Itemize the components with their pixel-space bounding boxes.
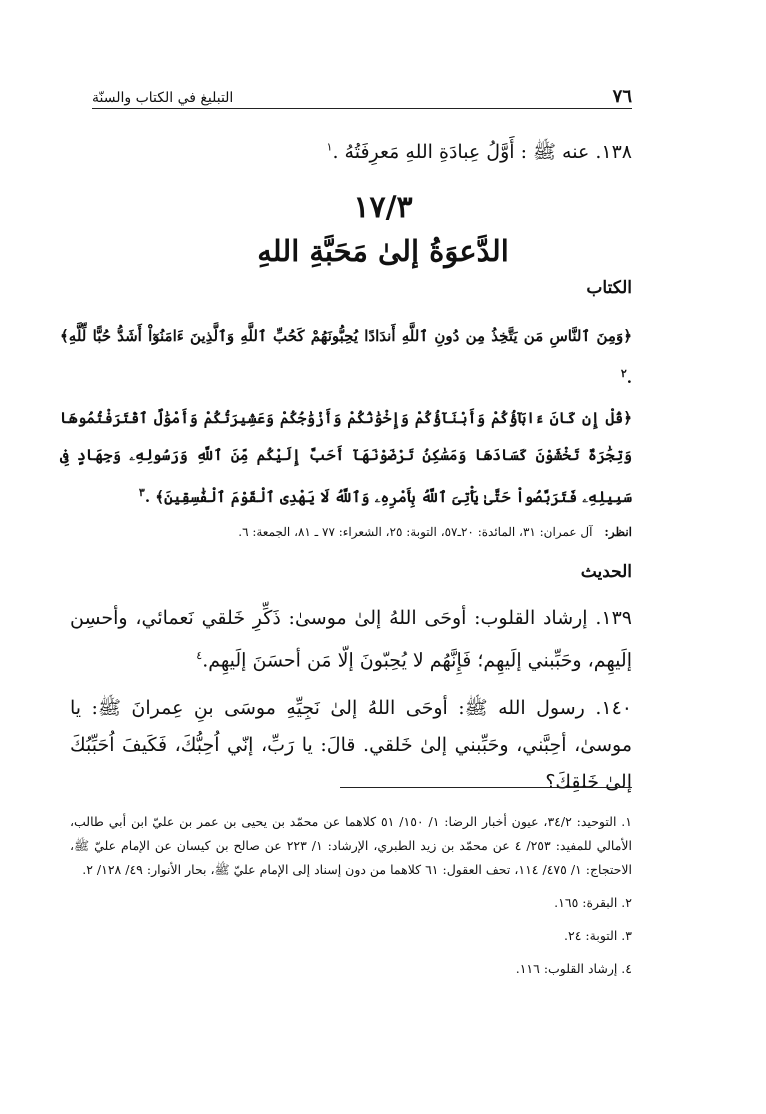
hadith-heading: الحديث [580,562,632,582]
footnotes [70,810,632,990]
footnote-ref: ٢ [620,367,627,380]
verse-text: ﴿وَمِنَ ٱلنَّاسِ مَن يَتَّخِذُ مِن دُونِ ٱللَّهِ أَندَادًا يُحِبُّونَهُمْ كَحُبِّ ٱللَّهِ وَٱلَّذِينَ ءَامَنُوٓاْ أَشَدُّ حُبًّا لِّلَّهِ﴾ . [60,327,632,387]
footnote-ref: ١ [326,140,333,154]
footnote-4: ٤. إرشاد القلوب: ١١٦. [515,961,632,976]
book-heading: الكتاب [586,278,632,298]
footnote-1: ١. التوحيد: ٣٤/٢، عيون أخبار الرضا: ١/ ١٥٠/ ٥١ كلاهما عن محمّد بن يحيى بن عمر بن عليّ ابن أبي طالب، الأمالي للمفيد: ٢٥٣/ ٤ عن محمّد بن زيد الطبري، الإرشاد: ١/ ٢٢٣ عن صالح بن كيسان عن الإمام عليّ ﷺ، الاحتجاج: ١/ ٤٧٥/ ١١٤، تحف العقول: ٦١ كلاهما من دون إسناد إلى الإمام عليّ ﷺ، بحار الأنوار: ٤٩/ ١٢٨/ ٢. [70,814,633,877]
hadith-139 [70,600,632,679]
header-divider [92,108,632,109]
see-also-text: آل عمران: ٣١، المائدة: ٢٠ـ٥٧، التوبة: ٢٥، الشعراء: ٧٧ ـ ٨١، الجمعة: ٦. [238,525,593,539]
footnote-3: ٣. التوبة: ٢٤. [564,928,632,943]
verse-text: ﴿قُلْ إِن كَانَ ءَابَآؤُكُمْ وَأَبْنَآؤُكُمْ وَإِخْوَٰنُكُمْ وَأَزْوَٰجُكُمْ وَعَشِيرَتُكُمْ وَأَمْوَٰلٌ ٱقْتَرَفْتُمُوهَا وَتِجَٰرَةٌ تَخْشَوْنَ كَسَادَهَا وَمَسَٰكِنُ تَرْضَوْنَهَآ أَحَبَّ إِلَيْكُم مِّنَ ٱللَّهِ وَرَسُولِهِۦ وَجِهَادٍ فِى سَبِيلِهِۦ فَتَرَبَّصُواْ حَتَّىٰ يَأْتِىَ ٱللَّهُ بِأَمْرِهِۦ وَٱللَّهُ لَا يَهْدِى ٱلْقَوْمَ ٱلْفَٰسِقِينَ﴾ . [60,409,632,506]
hadith-text: ١٤٠. رسول الله ﷺ: أوحَى اللهُ إلىٰ نَجِيِّهِ موسَى بنِ عِمرانَ ﷺ: يا موسىٰ، أحِبَّني، وحَبِّبني إلىٰ خَلقي. قالَ: يا رَبِّ، إنّي اُحِبُّكَ، فَكَيفَ اُحَبِّبُكَ إلىٰ خَلقِكَ؟ [70,697,632,793]
footnote-2: ٢. البقرة: ١٦٥. [554,895,632,910]
footnote-divider [340,787,632,788]
running-header [92,86,632,107]
section-number: ١٧/٣ [353,190,413,225]
hadith-138 [327,140,632,168]
running-title: التبليغ في الكتاب والسنّة [92,90,234,106]
verse-1 [60,318,632,397]
verse-2 [60,400,632,516]
hadith-140 [70,690,632,801]
hadith-text: ١٣٩. إرشاد القلوب: أوحَى اللهُ إلىٰ موسىٰ: ذَكِّرِ خَلقي نَعمائي، وأحسِن إلَيهِم، وحَبِّبني إلَيهِم؛ فَإِنَّهُم لا يُحِبّونَ إلّا مَن أحسَنَ إلَيهِم. [70,607,632,672]
footnote-ref: ٤ [196,649,203,662]
page-number: ٧٦ [612,86,632,107]
see-also-label: انظر: [604,525,632,539]
hadith-text: ١٣٨. عنه ﷺ : أَوَّلُ عِبادَةِ اللهِ مَعرِفَتُهُ . [332,141,632,163]
see-also [238,525,632,539]
section-title: الدَّعوَةُ إلىٰ مَحَبَّةِ اللهِ [257,234,509,268]
footnote-ref: ٣ [138,486,145,499]
